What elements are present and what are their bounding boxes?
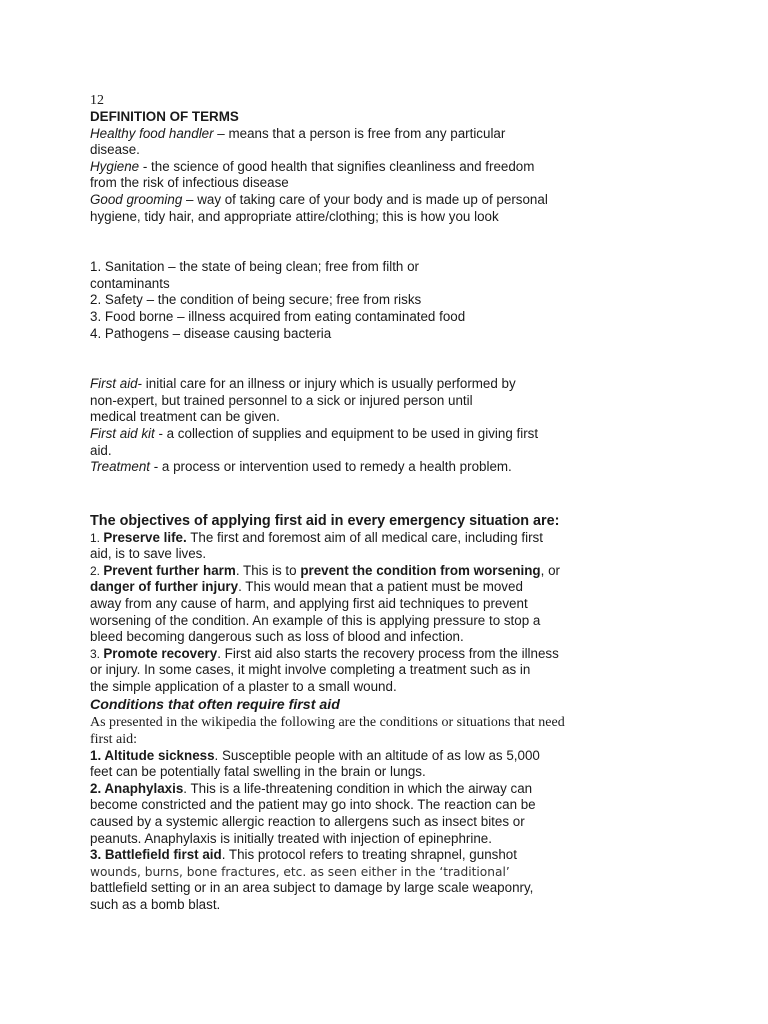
definition-term: Treatment: [90, 459, 151, 475]
definition-term: First aid: [90, 376, 138, 392]
objective-title: Promote recovery: [103, 645, 218, 661]
objective-text-line: bleed becoming dangerous such as loss of blood and infection.: [90, 629, 464, 645]
objective-text: The first and foremost aim of all medical care, including first: [186, 529, 543, 545]
section-heading: DEFINITION OF TERMS: [90, 109, 239, 124]
numbered-item: 4. Pathogens – disease causing bacteria: [90, 325, 332, 341]
numbered-item: 1. Sanitation – the state of being clean; free from filth or: [90, 259, 420, 275]
definition-text: – way of taking care of your body and is made up of personal: [182, 191, 548, 207]
condition-text-line: feet can be potentially fatal swelling in the brain or lungs.: [90, 764, 426, 780]
condition-text: . This protocol refers to treating shrapnel, gunshot: [221, 847, 517, 863]
condition-title: 1. Altitude sickness: [90, 747, 215, 763]
definition-line: [90, 426, 690, 443]
objective-text-line: [90, 579, 690, 596]
page-number: 12: [90, 93, 104, 108]
condition-title: 2. Anaphylaxis: [90, 780, 184, 796]
condition-item: [90, 781, 690, 798]
definition-line: medical treatment can be given.: [90, 409, 280, 425]
objective-text: . This is to: [235, 562, 301, 578]
objective-title: Prevent further harm: [103, 562, 236, 578]
document-page: [90, 92, 690, 914]
objective-title: Preserve life.: [103, 529, 187, 545]
objective-text-line: aid, is to save lives.: [90, 546, 207, 562]
objective-text-line: worsening of the condition. An example of this is applying pressure to stop a: [90, 612, 541, 628]
definition-term: Hygiene: [90, 158, 140, 174]
definition-line: [90, 126, 690, 143]
condition-text-line: wounds, burns, bone fractures, etc. as seen either in the ‘traditional’: [90, 864, 510, 879]
definition-line: aid.: [90, 442, 112, 458]
condition-item: [90, 748, 690, 765]
definition-line: disease.: [90, 142, 140, 158]
numbered-item: 2. Safety – the condition of being secure; free from risks: [90, 292, 422, 308]
objective-text-line: the simple application of a plaster to a small wound.: [90, 679, 397, 695]
objective-item: [90, 530, 690, 547]
condition-text-line: become constricted and the patient may go into shock. The reaction can be: [90, 797, 536, 813]
condition-text-line: battlefield setting or in an area subject to damage by large scale weaponry,: [90, 880, 534, 896]
definition-line: [90, 459, 690, 476]
conditions-intro: As presented in the wikipedia the following are the conditions or situations that need: [90, 714, 565, 730]
conditions-intro: first aid:: [90, 731, 138, 747]
condition-text: . This is a life-threatening condition in which the airway can: [183, 780, 533, 796]
numbered-item: contaminants: [90, 275, 170, 291]
condition-title: 3. Battlefield first aid: [90, 847, 222, 863]
objective-text: . First aid also starts the recovery process from the illness: [217, 645, 559, 661]
definition-text: - a collection of supplies and equipment to be used in giving first: [154, 425, 539, 441]
objective-emphasis: prevent the condition from worsening: [300, 562, 541, 578]
objective-text-line: away from any cause of harm, and applying first aid techniques to prevent: [90, 596, 528, 612]
definition-line: from the risk of infectious disease: [90, 175, 289, 191]
objective-text: . This would mean that a patient must be moved: [238, 579, 523, 595]
definition-text: - the science of good health that signifies cleanliness and freedom: [139, 158, 535, 174]
numbered-item: 3. Food borne – illness acquired from eating contaminated food: [90, 308, 466, 324]
definition-term: Healthy food handler: [90, 125, 214, 141]
definition-text: - initial care for an illness or injury which is usually performed by: [137, 376, 516, 392]
condition-text-line: peanuts. Anaphylaxis is initially treated with injection of epinephrine.: [90, 830, 492, 846]
objective-number: 2.: [90, 563, 104, 578]
definition-line: [90, 159, 690, 176]
definition-line: [90, 192, 690, 209]
definition-line: hygiene, tidy hair, and appropriate attire/clothing; this is how you look: [90, 208, 499, 224]
definition-text: – means that a person is free from any particular: [213, 125, 506, 141]
condition-text: . Susceptible people with an altitude of as low as 5,000: [214, 747, 540, 763]
objective-item: [90, 646, 690, 663]
definition-term: Good grooming: [90, 191, 183, 207]
objective-text-line: or injury. In some cases, it might involve completing a treatment such as in: [90, 662, 531, 678]
objectives-heading: The objectives of applying first aid in every emergency situation are:: [90, 512, 560, 529]
condition-text-line: caused by a systemic allergic reaction to allergens such as insect bites or: [90, 814, 525, 829]
objective-number: 1.: [90, 530, 104, 545]
condition-text-line: such as a bomb blast.: [90, 896, 221, 912]
objective-emphasis: danger of further injury: [90, 579, 239, 595]
definition-term: First aid kit: [90, 425, 155, 441]
definition-text: - a process or intervention used to remedy a health problem.: [150, 459, 512, 475]
objective-item: [90, 563, 690, 580]
objective-number: 3.: [90, 646, 104, 661]
definition-line: [90, 376, 690, 393]
definition-line: non-expert, but trained personnel to a sick or injured person until: [90, 392, 473, 408]
condition-item: [90, 847, 690, 864]
objective-text: , or: [540, 562, 560, 578]
conditions-heading: Conditions that often require first aid: [90, 696, 340, 713]
